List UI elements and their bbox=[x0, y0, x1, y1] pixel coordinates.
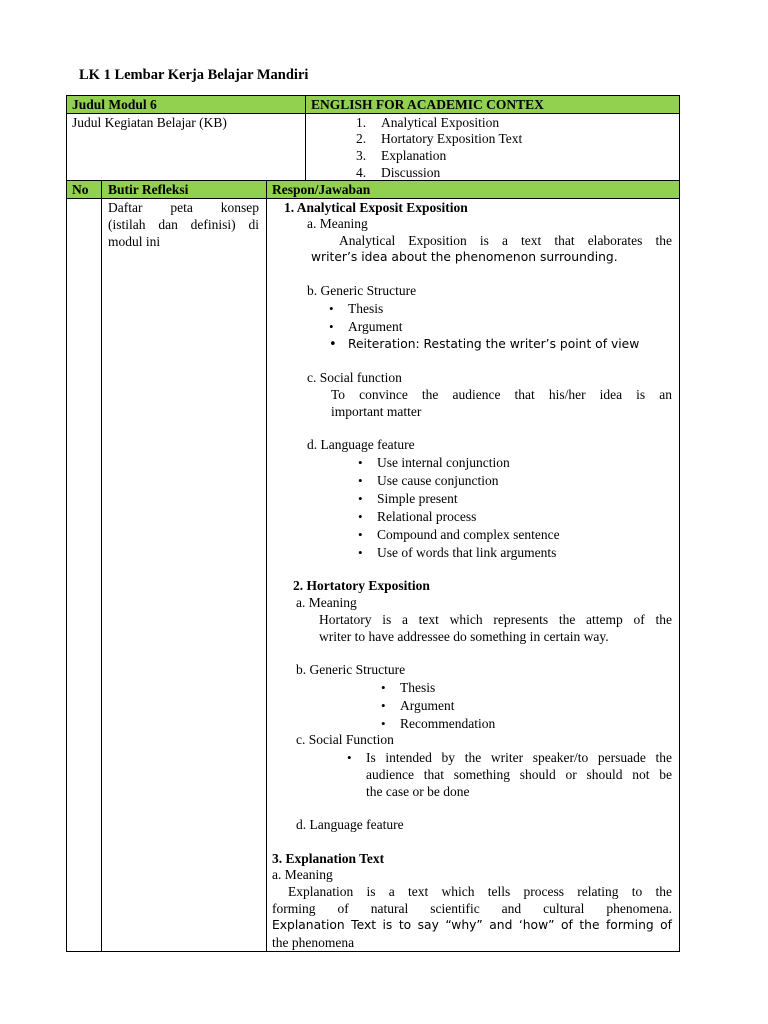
s1-meaning-text-2: writer’s idea about the phenomenon surrounding. bbox=[311, 250, 618, 264]
list-item: • Use of words that link arguments bbox=[377, 544, 556, 561]
s1-language-label: d. Language feature bbox=[307, 437, 415, 452]
list-item: • Compound and complex sentence bbox=[377, 526, 560, 543]
text-line: important matter bbox=[331, 404, 422, 419]
list-item: • Reiteration: Restating the writer’s point of view bbox=[348, 336, 639, 353]
text-line: audience that something should or should not be bbox=[366, 767, 672, 782]
column-header-butir: Butir Refleksi bbox=[108, 182, 189, 197]
list-item: • Thesis bbox=[400, 679, 435, 696]
s1-function-label: c. Social function bbox=[307, 370, 402, 385]
text-line: Explanation is a text which tells process relating to the bbox=[288, 884, 672, 899]
text-line: forming of natural scientific and cultural phenomena. bbox=[272, 901, 672, 916]
list-item: • Use cause conjunction bbox=[377, 472, 498, 489]
butir-text bbox=[108, 199, 259, 250]
text-line: the case or be done bbox=[366, 784, 470, 799]
list-item: • Recommendation bbox=[400, 715, 495, 732]
column-header-no: No bbox=[72, 182, 89, 197]
text-line: writer to have addressee do something in certain way. bbox=[319, 629, 609, 644]
butir-line: (istilah dan definisi) di bbox=[108, 217, 259, 232]
kb-item: Analytical Exposition bbox=[381, 115, 500, 130]
s2-language-label: d. Language feature bbox=[296, 817, 404, 832]
s1-meaning-text bbox=[339, 232, 672, 249]
s2-structure-label: b. Generic Structure bbox=[296, 662, 406, 677]
list-item: • Simple present bbox=[377, 490, 458, 507]
s1-structure-label: b. Generic Structure bbox=[307, 283, 417, 298]
kb-item: Hortatory Exposition Text bbox=[381, 131, 523, 146]
kb-item-number: 4. bbox=[356, 165, 367, 180]
text-line: • Is intended by the writer speaker/to persuade the bbox=[366, 750, 672, 765]
kb-item-number: 1. bbox=[356, 115, 367, 130]
section-1-title: 1. Analytical Exposit Exposition bbox=[284, 200, 468, 215]
kb-item: Discussion bbox=[381, 165, 441, 180]
s2-function-text bbox=[366, 749, 672, 800]
text-line: To convince the audience that his/her idea is an bbox=[331, 387, 672, 402]
s2-function-label: c. Social Function bbox=[296, 732, 394, 747]
list-item: • Argument bbox=[348, 318, 403, 335]
kb-item-number: 2. bbox=[356, 131, 367, 146]
module-label: Judul Modul 6 bbox=[72, 97, 157, 112]
kb-label: Judul Kegiatan Belajar (KB) bbox=[72, 115, 227, 130]
butir-line: Daftar peta konsep bbox=[108, 200, 259, 215]
s2-meaning-text bbox=[319, 611, 672, 645]
text-line: Analytical Exposition is a text that elaborates the bbox=[339, 233, 672, 248]
module-title: ENGLISH FOR ACADEMIC CONTEX bbox=[311, 97, 544, 112]
list-item: • Use internal conjunction bbox=[377, 454, 510, 471]
text-line: Hortatory is a text which represents the attemp of the bbox=[319, 612, 672, 627]
document-title: LK 1 Lembar Kerja Belajar Mandiri bbox=[79, 67, 309, 83]
s1-function-text bbox=[331, 386, 672, 420]
column-header-respon: Respon/Jawaban bbox=[272, 182, 371, 197]
list-item: • Argument bbox=[400, 697, 455, 714]
kb-item: Explanation bbox=[381, 148, 447, 163]
s3-meaning-text bbox=[272, 883, 672, 951]
text-line: the phenomena bbox=[272, 935, 355, 950]
s3-meaning-label: a. Meaning bbox=[272, 867, 333, 882]
list-item: • Thesis bbox=[348, 300, 383, 317]
list-item: • Relational process bbox=[377, 508, 476, 525]
kb-item-number: 3. bbox=[356, 148, 367, 163]
section-3-title: 3. Explanation Text bbox=[272, 851, 385, 866]
s1-meaning-label: a. Meaning bbox=[307, 216, 368, 231]
text-line: Explanation Text is to say “why” and ‘how” of the forming of bbox=[272, 918, 672, 932]
section-2-title: 2. Hortatory Exposition bbox=[293, 578, 430, 593]
butir-line: modul ini bbox=[108, 234, 161, 249]
s2-meaning-label: a. Meaning bbox=[296, 595, 357, 610]
